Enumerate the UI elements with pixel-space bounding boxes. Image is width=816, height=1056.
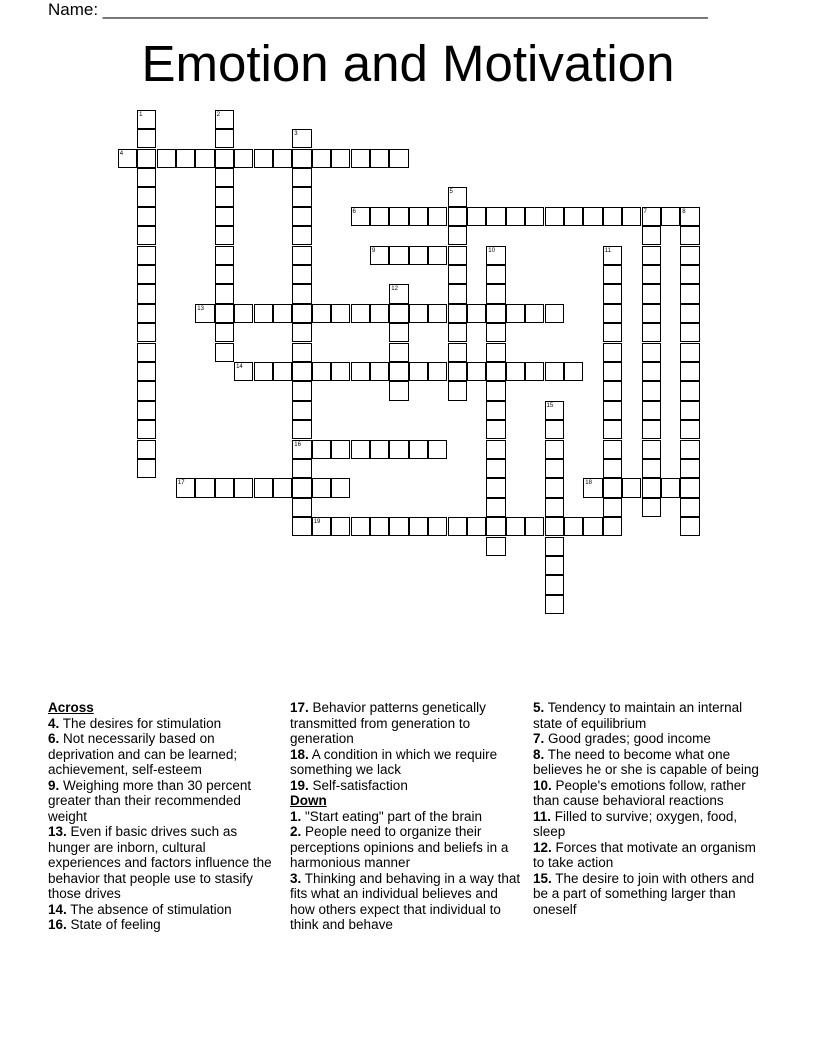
- grid-cell[interactable]: [292, 304, 311, 323]
- grid-cell[interactable]: [370, 207, 389, 226]
- clue-number: 16: [294, 441, 301, 448]
- grid-cell[interactable]: [486, 265, 505, 284]
- grid-cell[interactable]: [215, 265, 234, 284]
- grid-cell[interactable]: [215, 343, 234, 362]
- grid-cell[interactable]: [215, 226, 234, 245]
- grid-cell[interactable]: [506, 362, 525, 381]
- grid-cell[interactable]: [292, 420, 311, 439]
- clues-column-3: [533, 700, 768, 917]
- grid-cell[interactable]: [389, 304, 408, 323]
- grid-cell[interactable]: [215, 149, 234, 168]
- grid-cell[interactable]: [545, 304, 564, 323]
- grid-cell[interactable]: [137, 226, 156, 245]
- grid-cell[interactable]: [137, 246, 156, 265]
- grid-cell[interactable]: [254, 149, 273, 168]
- clue-number: 8: [682, 208, 686, 215]
- grid-cell[interactable]: [486, 517, 505, 536]
- grid-cell[interactable]: [545, 207, 564, 226]
- grid-cell[interactable]: [292, 343, 311, 362]
- grid-cell[interactable]: [409, 517, 428, 536]
- grid-cell[interactable]: [331, 440, 350, 459]
- grid-cell[interactable]: [273, 362, 292, 381]
- grid-cell[interactable]: [137, 304, 156, 323]
- clue-number: 14: [236, 363, 243, 370]
- grid-cell[interactable]: [409, 362, 428, 381]
- clues-column-2: [290, 700, 526, 933]
- grid-cell[interactable]: [137, 381, 156, 400]
- grid-cell[interactable]: [545, 420, 564, 439]
- grid-cell[interactable]: [525, 362, 544, 381]
- grid-cell[interactable]: [234, 362, 253, 381]
- grid-cell[interactable]: [545, 498, 564, 517]
- grid-cell[interactable]: [448, 246, 467, 265]
- clue-number: 2: [216, 111, 221, 118]
- grid-cell[interactable]: [331, 304, 350, 323]
- clue-number: 4: [119, 150, 124, 157]
- grid-cell[interactable]: [118, 149, 137, 168]
- grid-cell[interactable]: [680, 440, 699, 459]
- clue-across-6: 6. Not necessarily based on deprivation and can be learned; achievement, self-esteem: [48, 731, 238, 777]
- grid-cell[interactable]: [622, 207, 641, 226]
- grid-cell[interactable]: [292, 187, 311, 206]
- clue-number: 10: [488, 247, 495, 254]
- grid-cell[interactable]: [254, 478, 273, 497]
- grid-cell[interactable]: [448, 517, 467, 536]
- clue-across-9: 9. Weighing more than 30 percent greater than their recommended weight: [48, 777, 252, 824]
- grid-cell[interactable]: [642, 226, 661, 245]
- grid-cell[interactable]: [331, 362, 350, 381]
- grid-cell[interactable]: [137, 362, 156, 381]
- grid-cell[interactable]: [642, 498, 661, 517]
- grid-cell[interactable]: [292, 459, 311, 478]
- grid-cell[interactable]: [292, 517, 311, 536]
- clues-column-1: [48, 700, 280, 933]
- grid-cell[interactable]: [486, 459, 505, 478]
- grid-cell[interactable]: [409, 246, 428, 265]
- grid-cell[interactable]: [234, 304, 253, 323]
- clue-across-14: 14. The absence of stimulation: [48, 901, 232, 917]
- grid-cell[interactable]: [642, 246, 661, 265]
- grid-cell[interactable]: [157, 149, 176, 168]
- grid-cell[interactable]: [176, 149, 195, 168]
- grid-cell[interactable]: [603, 381, 622, 400]
- grid-cell[interactable]: [137, 187, 156, 206]
- grid-cell[interactable]: [486, 304, 505, 323]
- grid-cell[interactable]: [215, 129, 234, 148]
- grid-cell[interactable]: [273, 304, 292, 323]
- grid-cell[interactable]: [137, 440, 156, 459]
- clue-down-1: 1. "Start eating" part of the brain: [290, 808, 482, 824]
- grid-cell[interactable]: [448, 207, 467, 226]
- grid-cell[interactable]: [603, 323, 622, 342]
- clue-number: 3: [294, 131, 298, 138]
- grid-cell[interactable]: [603, 420, 622, 439]
- grid-cell[interactable]: [564, 207, 583, 226]
- grid-cell[interactable]: [370, 246, 389, 265]
- grid-cell[interactable]: [292, 440, 311, 459]
- grid-cell[interactable]: [642, 420, 661, 439]
- clue-number: 1: [139, 111, 143, 118]
- grid-cell[interactable]: [642, 440, 661, 459]
- name-line: Name: ________________________________________________________________: [48, 0, 708, 19]
- grid-cell[interactable]: [545, 459, 564, 478]
- grid-cell[interactable]: [545, 556, 564, 575]
- grid-cell[interactable]: [215, 168, 234, 187]
- grid-cell[interactable]: [486, 246, 505, 265]
- grid-cell[interactable]: [215, 304, 234, 323]
- grid-cell[interactable]: [467, 304, 486, 323]
- clue-number: 17: [177, 480, 185, 487]
- grid-cell[interactable]: [137, 323, 156, 342]
- grid-cell[interactable]: [486, 381, 505, 400]
- grid-cell[interactable]: [506, 517, 525, 536]
- grid-cell[interactable]: [642, 362, 661, 381]
- grid-cell[interactable]: [486, 323, 505, 342]
- grid-cell[interactable]: [583, 517, 602, 536]
- across-header: Across: [48, 700, 94, 715]
- grid-cell[interactable]: [137, 110, 156, 129]
- clue-number: 5: [449, 189, 453, 196]
- grid-cell[interactable]: [254, 362, 273, 381]
- grid-cell[interactable]: [603, 284, 622, 303]
- grid-cell[interactable]: [642, 323, 661, 342]
- grid-cell[interactable]: [603, 401, 622, 420]
- grid-cell[interactable]: [234, 478, 253, 497]
- grid-cell[interactable]: [506, 304, 525, 323]
- grid-cell[interactable]: [351, 362, 370, 381]
- grid-cell[interactable]: [389, 284, 408, 303]
- grid-cell[interactable]: [292, 149, 311, 168]
- grid-cell[interactable]: [137, 401, 156, 420]
- clue-number: 15: [546, 402, 554, 409]
- grid-cell[interactable]: [603, 459, 622, 478]
- grid-cell[interactable]: [331, 517, 350, 536]
- page-title: Emotion and Motivation: [141, 35, 675, 92]
- grid-cell[interactable]: [215, 207, 234, 226]
- grid-cell[interactable]: [195, 304, 214, 323]
- clue-across-16: 16. State of feeling: [48, 917, 161, 932]
- grid-cell[interactable]: [448, 323, 467, 342]
- clue-down-11: 11. Filled to survive; oxygen, food, sleep: [533, 808, 738, 839]
- grid-cell[interactable]: [195, 149, 214, 168]
- grid-cell[interactable]: [603, 517, 622, 536]
- clue-number: 9: [371, 247, 376, 254]
- grid-cell[interactable]: [292, 478, 311, 497]
- grid-cell[interactable]: [370, 149, 389, 168]
- grid-cell[interactable]: [292, 207, 311, 226]
- clue-number: 7: [643, 208, 647, 215]
- grid-cell[interactable]: [215, 323, 234, 342]
- grid-cell[interactable]: [137, 265, 156, 284]
- grid-cell[interactable]: [603, 207, 622, 226]
- grid-cell[interactable]: [506, 207, 525, 226]
- grid-cell[interactable]: [370, 517, 389, 536]
- grid-cell[interactable]: [137, 129, 156, 148]
- grid-cell[interactable]: [389, 323, 408, 342]
- grid-cell[interactable]: [215, 478, 234, 497]
- grid-cell[interactable]: [351, 304, 370, 323]
- clue-across-18: 18. A condition in which we require something we lack: [290, 746, 498, 777]
- grid-cell[interactable]: [467, 517, 486, 536]
- grid-cell[interactable]: [448, 187, 467, 206]
- grid-cell[interactable]: [603, 343, 622, 362]
- grid-cell[interactable]: [273, 478, 292, 497]
- grid-cell[interactable]: [137, 207, 156, 226]
- grid-cell[interactable]: [331, 478, 350, 497]
- grid-cell[interactable]: [428, 207, 447, 226]
- grid-cell[interactable]: [545, 478, 564, 497]
- clue-down-10: 10. People's emotions follow, rather than cause behavioral reactions: [533, 777, 746, 808]
- grid-cell[interactable]: [642, 459, 661, 478]
- grid-cell[interactable]: [642, 401, 661, 420]
- clue-down-3: 3. Thinking and behaving in a way that fits what an individual believes and how others expect that individual to think and behave: [290, 870, 521, 932]
- grid-cell[interactable]: [428, 304, 447, 323]
- grid-cell[interactable]: [486, 440, 505, 459]
- grid-cell[interactable]: [370, 304, 389, 323]
- grid-cell[interactable]: [642, 304, 661, 323]
- grid-cell[interactable]: [680, 284, 699, 303]
- grid-cell[interactable]: [583, 478, 602, 497]
- grid-cell[interactable]: [312, 149, 331, 168]
- grid-cell[interactable]: [486, 284, 505, 303]
- grid-cell[interactable]: [448, 381, 467, 400]
- grid-cell[interactable]: [680, 401, 699, 420]
- grid-cell[interactable]: [292, 168, 311, 187]
- grid-cell[interactable]: [680, 207, 699, 226]
- clue-number: 18: [585, 480, 592, 487]
- grid-cell[interactable]: [680, 381, 699, 400]
- grid-cell[interactable]: [137, 168, 156, 187]
- grid-cell[interactable]: [525, 304, 544, 323]
- grid-cell[interactable]: [486, 207, 505, 226]
- clue-down-2: 2. People need to organize their perceptions opinions and beliefs in a harmonious manner: [290, 824, 509, 870]
- grid-cell[interactable]: [292, 323, 311, 342]
- clue-down-8: 8. The need to become what one believes he or she is capable of being: [533, 746, 759, 777]
- grid-cell[interactable]: [312, 517, 331, 536]
- grid-cell[interactable]: [622, 478, 641, 497]
- clue-down-15: 15. The desire to join with others and be a part of something larger than oneself: [533, 870, 755, 917]
- grid-cell[interactable]: [486, 343, 505, 362]
- grid-cell[interactable]: [545, 362, 564, 381]
- grid-cell[interactable]: [254, 304, 273, 323]
- grid-cell[interactable]: [292, 226, 311, 245]
- grid-cell[interactable]: [525, 517, 544, 536]
- grid-cell[interactable]: [389, 207, 408, 226]
- grid-cell[interactable]: [467, 362, 486, 381]
- grid-cell[interactable]: [292, 246, 311, 265]
- grid-cell[interactable]: [389, 362, 408, 381]
- grid-cell[interactable]: [564, 362, 583, 381]
- grid-cell[interactable]: [234, 149, 253, 168]
- clue-number: 19: [313, 519, 321, 526]
- grid-cell[interactable]: [448, 343, 467, 362]
- grid-cell[interactable]: [312, 362, 331, 381]
- grid-cell[interactable]: [351, 517, 370, 536]
- grid-cell[interactable]: [215, 246, 234, 265]
- clue-across-19: 19. Self-satisfaction: [290, 777, 408, 793]
- grid-cell[interactable]: [583, 207, 602, 226]
- grid-cell[interactable]: [292, 401, 311, 420]
- grid-cell[interactable]: [680, 323, 699, 342]
- grid-cell[interactable]: [389, 517, 408, 536]
- grid-cell[interactable]: [176, 478, 195, 497]
- grid-cell[interactable]: [370, 362, 389, 381]
- grid-cell[interactable]: [351, 207, 370, 226]
- grid-cell[interactable]: [545, 440, 564, 459]
- grid-cell[interactable]: [428, 517, 447, 536]
- grid-cell[interactable]: [680, 343, 699, 362]
- grid-cell[interactable]: [603, 304, 622, 323]
- grid-cell[interactable]: [273, 149, 292, 168]
- grid-cell[interactable]: [312, 304, 331, 323]
- grid-cell[interactable]: [603, 478, 622, 497]
- grid-cell[interactable]: [351, 149, 370, 168]
- grid-cell[interactable]: [448, 265, 467, 284]
- grid-cell[interactable]: [680, 459, 699, 478]
- grid-cell[interactable]: [448, 284, 467, 303]
- grid-cell[interactable]: [603, 265, 622, 284]
- grid-cell[interactable]: [545, 517, 564, 536]
- grid-cell[interactable]: [486, 498, 505, 517]
- grid-cell[interactable]: [409, 207, 428, 226]
- grid-cell[interactable]: [642, 478, 661, 497]
- grid-cell[interactable]: [331, 149, 350, 168]
- clue-number: 12: [391, 286, 398, 293]
- grid-cell[interactable]: [642, 381, 661, 400]
- grid-cell[interactable]: [370, 440, 389, 459]
- grid-cell[interactable]: [545, 401, 564, 420]
- grid-cell[interactable]: [680, 478, 699, 497]
- grid-cell[interactable]: [448, 226, 467, 245]
- grid-cell[interactable]: [389, 381, 408, 400]
- grid-cell[interactable]: [215, 187, 234, 206]
- grid-cell[interactable]: [292, 265, 311, 284]
- grid-cell[interactable]: [137, 343, 156, 362]
- grid-cell[interactable]: [137, 459, 156, 478]
- grid-cell[interactable]: [486, 401, 505, 420]
- grid-cell[interactable]: [467, 207, 486, 226]
- grid-cell[interactable]: [525, 207, 544, 226]
- grid-cell[interactable]: [312, 440, 331, 459]
- grid-cell[interactable]: [486, 362, 505, 381]
- grid-cell[interactable]: [603, 246, 622, 265]
- clue-down-5: 5. Tendency to maintain an internal state of equilibrium: [533, 700, 743, 731]
- grid-cell[interactable]: [409, 440, 428, 459]
- grid-cell[interactable]: [680, 498, 699, 517]
- grid-cell[interactable]: [351, 440, 370, 459]
- grid-cell[interactable]: [545, 595, 564, 614]
- grid-cell[interactable]: [603, 440, 622, 459]
- clue-number: 13: [197, 305, 204, 312]
- grid-cell[interactable]: [389, 149, 408, 168]
- grid-cell[interactable]: [137, 284, 156, 303]
- grid-cell[interactable]: [312, 478, 331, 497]
- grid-cell[interactable]: [389, 343, 408, 362]
- grid-cell[interactable]: [428, 440, 447, 459]
- grid-cell[interactable]: [642, 265, 661, 284]
- clue-across-17: 17. Behavior patterns genetically transmitted from generation to generation: [290, 700, 486, 746]
- grid-cell[interactable]: [195, 478, 214, 497]
- grid-cell[interactable]: [661, 207, 680, 226]
- down-header: Down: [290, 793, 327, 808]
- grid-cell[interactable]: [680, 362, 699, 381]
- grid-cell[interactable]: [680, 420, 699, 439]
- grid-cell[interactable]: [642, 207, 661, 226]
- grid-cell[interactable]: [680, 304, 699, 323]
- grid-cell[interactable]: [137, 149, 156, 168]
- grid-cell[interactable]: [292, 284, 311, 303]
- clue-down-12: 12. Forces that motivate an organism to take action: [533, 839, 756, 870]
- clue-across-13: 13. Even if basic drives such as hunger are inborn, cultural experiences and factors influence the behavior that people use to stasify those drives: [48, 824, 272, 901]
- grid-cell[interactable]: [215, 284, 234, 303]
- grid-cell[interactable]: [680, 246, 699, 265]
- grid-cell[interactable]: [292, 498, 311, 517]
- grid-cell[interactable]: [292, 362, 311, 381]
- grid-cell[interactable]: [428, 246, 447, 265]
- grid-cell[interactable]: [486, 537, 505, 556]
- grid-cell[interactable]: [545, 537, 564, 556]
- grid-cell[interactable]: [292, 381, 311, 400]
- grid-cell[interactable]: [603, 498, 622, 517]
- grid-cell[interactable]: [486, 478, 505, 497]
- grid-cell[interactable]: [428, 362, 447, 381]
- grid-cell[interactable]: [661, 478, 680, 497]
- grid-cell[interactable]: [603, 362, 622, 381]
- grid-cell[interactable]: [215, 110, 234, 129]
- grid-cell[interactable]: [389, 246, 408, 265]
- grid-cell[interactable]: [389, 440, 408, 459]
- grid-cell[interactable]: [642, 343, 661, 362]
- grid-cell[interactable]: [680, 517, 699, 536]
- grid-cell[interactable]: [680, 226, 699, 245]
- grid-cell[interactable]: [486, 420, 505, 439]
- grid-cell[interactable]: [680, 265, 699, 284]
- clue-number: 11: [604, 247, 611, 254]
- grid-cell[interactable]: [448, 304, 467, 323]
- grid-cell[interactable]: [409, 304, 428, 323]
- grid-cell[interactable]: [292, 129, 311, 148]
- grid-cell[interactable]: [137, 420, 156, 439]
- grid-cell[interactable]: [545, 575, 564, 594]
- clue-across-4: 4. The desires for stimulation: [48, 715, 222, 731]
- clue-down-7: 7. Good grades; good income: [533, 731, 711, 746]
- clue-number: 6: [352, 208, 356, 215]
- grid-cell[interactable]: [642, 284, 661, 303]
- grid-cell[interactable]: [448, 362, 467, 381]
- grid-cell[interactable]: [564, 517, 583, 536]
